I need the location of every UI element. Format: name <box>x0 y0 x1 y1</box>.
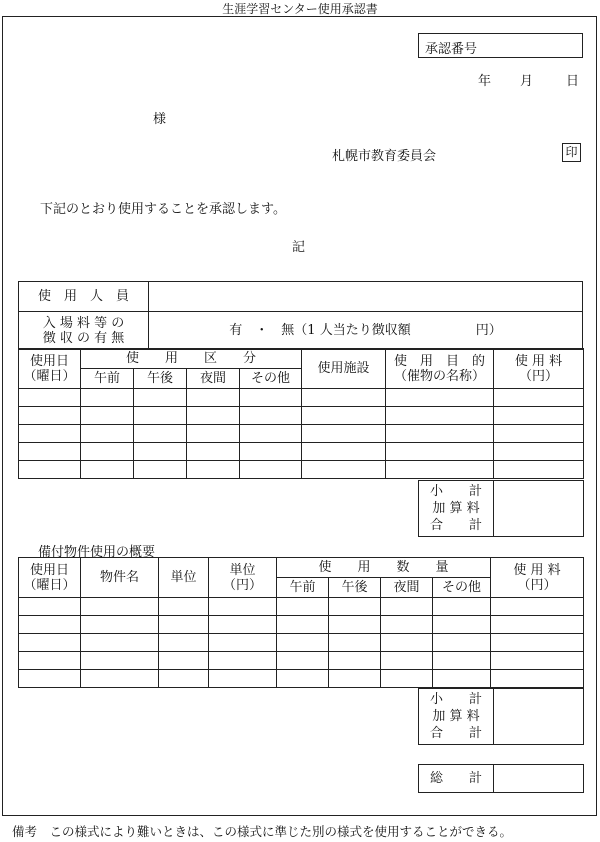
fee-value[interactable]: 有 ・ 無（1 人当たり徴収額 円） <box>149 312 583 350</box>
table-cell[interactable] <box>240 443 302 461</box>
table-cell[interactable] <box>19 652 81 670</box>
table-cell[interactable] <box>81 461 134 479</box>
table-cell[interactable] <box>19 389 81 407</box>
table-cell[interactable] <box>433 598 491 616</box>
table-cell[interactable] <box>159 598 209 616</box>
equip-total-label: 合 計 <box>429 726 482 741</box>
equip-pm-header: 午後 <box>329 578 381 598</box>
users-label: 使 用 人 員 <box>19 282 149 312</box>
footer-note: 備考 この様式により難いときは、この様式に準じた別の様式を使用することができる。 <box>12 824 513 839</box>
grand-total-value[interactable] <box>494 765 584 793</box>
table-cell[interactable] <box>81 425 134 443</box>
table-cell[interactable] <box>277 616 329 634</box>
table-cell[interactable] <box>302 461 386 479</box>
equip-surcharge-label: 加 算 料 <box>432 709 480 724</box>
table-cell[interactable] <box>134 443 187 461</box>
table-cell[interactable] <box>240 461 302 479</box>
table-row <box>19 407 584 425</box>
usage-purpose-header <box>386 349 494 389</box>
table-row <box>19 389 584 407</box>
table-cell[interactable] <box>159 634 209 652</box>
usage-summary-table <box>418 480 584 537</box>
equip-item-header: 物件名 <box>81 558 159 598</box>
table-cell[interactable] <box>494 461 584 479</box>
table-row <box>19 461 584 479</box>
table-cell[interactable] <box>491 616 584 634</box>
table-cell[interactable] <box>81 670 159 688</box>
table-cell[interactable] <box>19 443 81 461</box>
table-cell[interactable] <box>491 652 584 670</box>
date-year: 年 <box>478 74 492 89</box>
approval-statement: 下記のとおり使用することを承認します。 <box>40 202 286 217</box>
equip-other-header: その他 <box>433 578 491 598</box>
table-cell[interactable] <box>209 634 277 652</box>
table-cell[interactable] <box>491 634 584 652</box>
table-cell[interactable] <box>19 461 81 479</box>
table-cell[interactable] <box>386 461 494 479</box>
table-cell[interactable] <box>386 425 494 443</box>
table-cell[interactable] <box>386 407 494 425</box>
ki-heading: 記 <box>292 240 306 255</box>
table-row <box>19 634 584 652</box>
usage-date-header-1: 使用日 <box>29 353 69 369</box>
table-cell[interactable] <box>81 443 134 461</box>
usage-summary-labels <box>419 481 494 537</box>
table-cell[interactable] <box>134 425 187 443</box>
fee-label-line2: 徴 収 の 有 無 <box>42 330 125 346</box>
table-cell[interactable] <box>277 652 329 670</box>
table-cell[interactable] <box>19 425 81 443</box>
table-cell[interactable] <box>386 443 494 461</box>
equip-fee-header <box>491 558 584 598</box>
usage-subtotal-label: 小 計 <box>429 484 482 499</box>
table-cell[interactable] <box>277 634 329 652</box>
table-cell[interactable] <box>491 598 584 616</box>
usage-table <box>18 348 584 479</box>
equip-unit-price-header-2: （円） <box>222 577 262 593</box>
table-cell[interactable] <box>433 616 491 634</box>
table-cell[interactable] <box>381 652 433 670</box>
table-cell[interactable] <box>329 616 381 634</box>
table-cell[interactable] <box>209 652 277 670</box>
table-cell[interactable] <box>240 425 302 443</box>
table-cell[interactable] <box>433 652 491 670</box>
table-cell[interactable] <box>187 407 240 425</box>
table-cell[interactable] <box>19 634 81 652</box>
table-cell[interactable] <box>19 407 81 425</box>
table-row <box>19 616 584 634</box>
users-fee-table <box>18 281 583 350</box>
seal-mark: 印 <box>562 143 581 162</box>
usage-fee-header-2: （円） <box>519 368 559 384</box>
table-cell[interactable] <box>159 670 209 688</box>
table-cell[interactable] <box>491 670 584 688</box>
table-cell[interactable] <box>329 634 381 652</box>
table-cell[interactable] <box>302 425 386 443</box>
usage-fee-header <box>494 349 584 389</box>
table-cell[interactable] <box>209 670 277 688</box>
table-cell[interactable] <box>302 443 386 461</box>
table-cell[interactable] <box>381 598 433 616</box>
table-cell[interactable] <box>433 670 491 688</box>
table-cell[interactable] <box>187 389 240 407</box>
usage-am-header: 午前 <box>81 369 134 389</box>
usage-night-header: 夜間 <box>187 369 240 389</box>
table-cell[interactable] <box>494 425 584 443</box>
table-cell[interactable] <box>209 598 277 616</box>
table-cell[interactable] <box>81 652 159 670</box>
equip-fee-header-2: （円） <box>517 577 557 593</box>
table-cell[interactable] <box>386 389 494 407</box>
table-cell[interactable] <box>277 598 329 616</box>
equipment-section-title: 備付物件使用の概要 <box>38 545 156 560</box>
equipment-table <box>18 557 584 688</box>
equip-qty-header: 使 用 数 量 <box>277 558 491 578</box>
fee-label-line1: 入 場 料 等 の <box>42 315 125 331</box>
usage-pm-header: 午後 <box>134 369 187 389</box>
usage-other-header: その他 <box>240 369 302 389</box>
fee-label <box>19 312 149 350</box>
equipment-summary-table <box>418 688 584 745</box>
table-row <box>19 652 584 670</box>
table-cell[interactable] <box>81 407 134 425</box>
issuer-name: 札幌市教育委員会 <box>332 149 437 164</box>
table-cell[interactable] <box>81 598 159 616</box>
table-cell[interactable] <box>329 670 381 688</box>
equip-subtotal-label: 小 計 <box>429 692 482 707</box>
table-cell[interactable] <box>329 598 381 616</box>
approval-number-field[interactable] <box>418 33 583 58</box>
equip-unit-header: 単位 <box>159 558 209 598</box>
usage-summary-value[interactable] <box>494 481 584 537</box>
usage-fee-header-1: 使 用 料 <box>514 353 563 369</box>
usage-total-label: 合 計 <box>429 518 482 533</box>
table-cell[interactable] <box>381 634 433 652</box>
table-cell[interactable] <box>134 461 187 479</box>
table-cell[interactable] <box>81 389 134 407</box>
table-cell[interactable] <box>187 425 240 443</box>
equip-unit-price-header-1: 単位 <box>229 562 256 578</box>
equip-fee-header-1: 使 用 料 <box>513 562 561 578</box>
table-cell[interactable] <box>159 616 209 634</box>
usage-date-header <box>19 349 81 389</box>
table-cell[interactable] <box>494 389 584 407</box>
table-cell[interactable] <box>433 634 491 652</box>
table-cell[interactable] <box>19 616 81 634</box>
table-cell[interactable] <box>134 407 187 425</box>
table-cell[interactable] <box>494 443 584 461</box>
date-month: 月 <box>520 74 534 89</box>
table-cell[interactable] <box>159 652 209 670</box>
table-cell[interactable] <box>240 389 302 407</box>
equip-am-header: 午前 <box>277 578 329 598</box>
table-cell[interactable] <box>381 670 433 688</box>
table-row <box>19 425 584 443</box>
document-title: 生涯学習センター使用承認書 <box>222 2 378 16</box>
table-cell[interactable] <box>134 389 187 407</box>
equip-date-header-1: 使用日 <box>29 562 69 578</box>
table-cell[interactable] <box>240 407 302 425</box>
table-cell[interactable] <box>381 616 433 634</box>
table-cell[interactable] <box>187 443 240 461</box>
table-cell[interactable] <box>187 461 240 479</box>
table-cell[interactable] <box>81 634 159 652</box>
equip-night-header: 夜間 <box>381 578 433 598</box>
equip-summary-labels <box>419 689 494 745</box>
users-value[interactable] <box>149 282 583 312</box>
usage-purpose-header-1: 使 用 目 的 <box>394 353 486 369</box>
usage-purpose-header-2: （催物の名称） <box>394 368 486 384</box>
equip-unit-price-header <box>209 558 277 598</box>
addressee-suffix: 様 <box>153 112 167 127</box>
usage-date-header-2: （曜日） <box>23 368 76 384</box>
approval-number-label: 承認番号 <box>425 42 478 57</box>
grand-total-table <box>418 764 584 793</box>
table-cell[interactable] <box>302 407 386 425</box>
table-cell[interactable] <box>81 616 159 634</box>
equip-date-header-2: （曜日） <box>23 577 76 593</box>
table-cell[interactable] <box>19 598 81 616</box>
table-cell[interactable] <box>329 652 381 670</box>
table-row <box>19 670 584 688</box>
grand-total-label: 総 計 <box>419 765 494 793</box>
date-day: 日 <box>566 74 580 89</box>
table-cell[interactable] <box>302 389 386 407</box>
equip-summary-value[interactable] <box>494 689 584 745</box>
equip-date-header <box>19 558 81 598</box>
table-row <box>19 443 584 461</box>
usage-division-header: 使 用 区 分 <box>81 349 302 369</box>
table-cell[interactable] <box>209 616 277 634</box>
table-cell[interactable] <box>277 670 329 688</box>
usage-facility-header: 使用施設 <box>302 349 386 389</box>
table-cell[interactable] <box>19 670 81 688</box>
table-cell[interactable] <box>494 407 584 425</box>
table-row <box>19 598 584 616</box>
usage-surcharge-label: 加 算 料 <box>432 501 480 516</box>
